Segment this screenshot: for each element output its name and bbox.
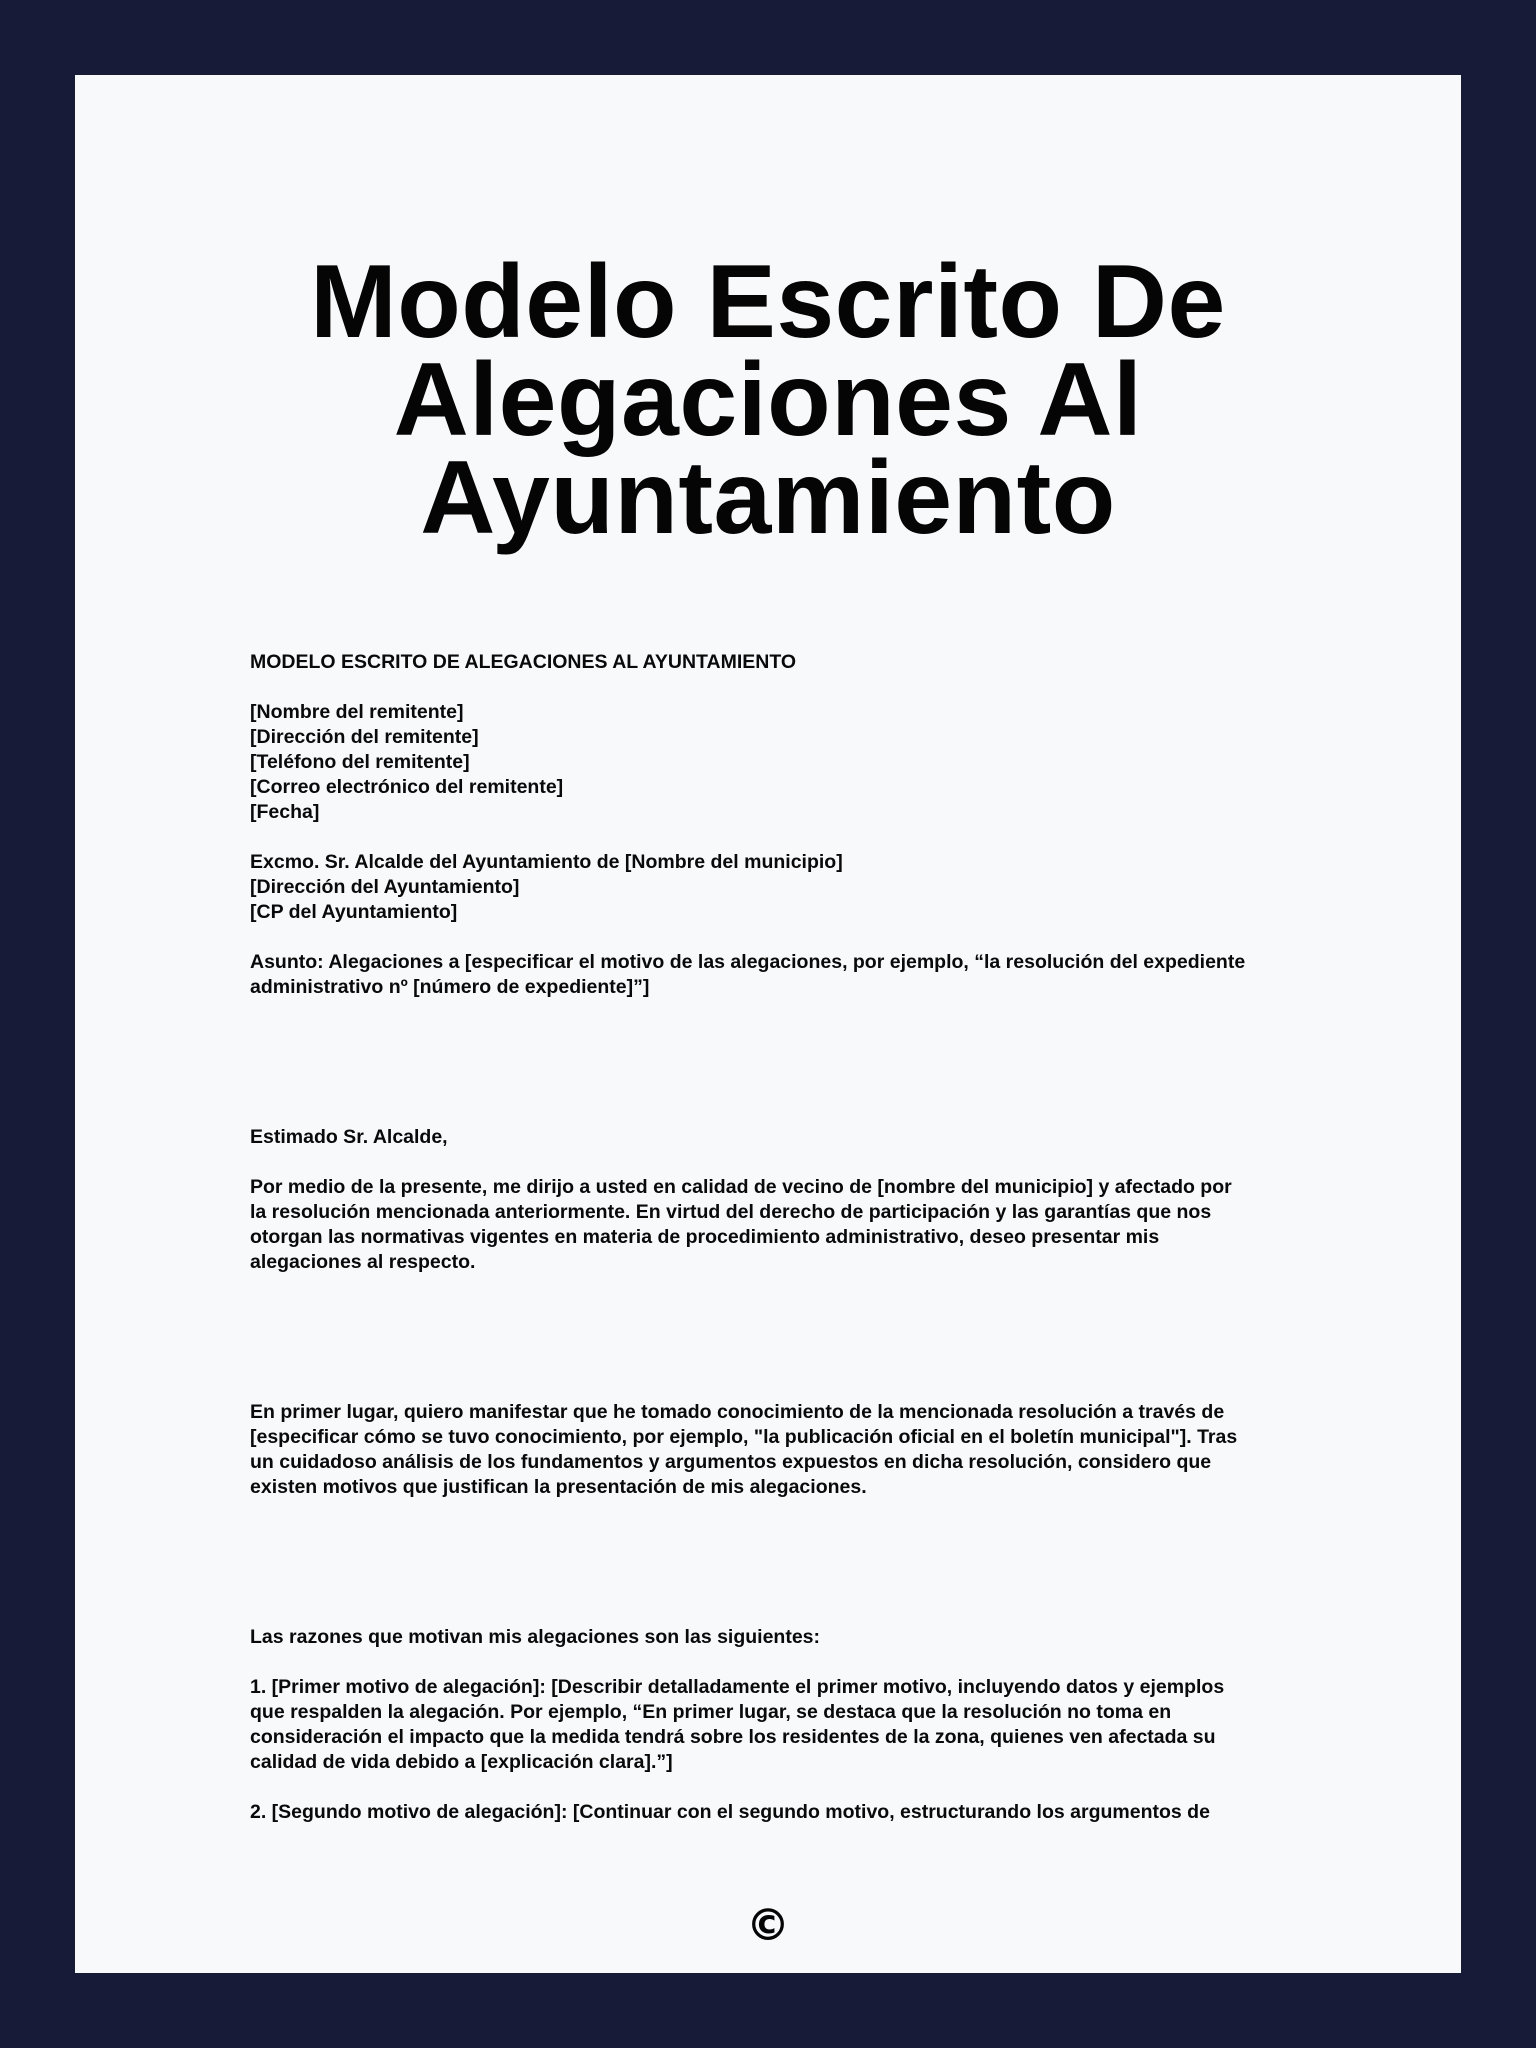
title-line: Alegaciones Al	[393, 342, 1143, 458]
sender-block	[250, 700, 1290, 825]
paragraph-line: existen motivos que justifican la presentación de mis alegaciones.	[250, 1476, 867, 1498]
recipient-postcode: [CP del Ayuntamiento]	[250, 901, 458, 923]
recipient-block	[250, 850, 1290, 925]
paragraph-line: un cuidadoso análisis de los fundamentos y argumentos expuestos en dicha resolución, considero que	[250, 1451, 1212, 1473]
paragraph-intro	[250, 1175, 1290, 1275]
subject-text-line: administrativo nº [número de expediente]”]	[250, 976, 650, 998]
document-title	[75, 244, 1461, 556]
paragraph-line: alegaciones al respecto.	[250, 1251, 476, 1273]
reason-item	[250, 1675, 1290, 1775]
recipient-address: [Dirección del Ayuntamiento]	[250, 876, 520, 898]
reason-line: que respalden la alegación. Por ejemplo, “En primer lugar, se destaca que la resolución no toma en	[250, 1701, 1172, 1723]
sender-date: [Fecha]	[250, 801, 320, 823]
reason-line: calidad de vida debido a [explicación clara].”]	[250, 1751, 673, 1773]
reason-line: consideración el impacto que la medida tendrá sobre los residentes de la zona, quienes ven afectada su	[250, 1726, 1216, 1748]
title-line: Ayuntamiento	[420, 440, 1116, 556]
document-page	[75, 75, 1461, 1973]
paragraph-line: En primer lugar, quiero manifestar que he tomado conocimiento de la mencionada resolución a través de	[250, 1401, 1225, 1423]
paragraph-knowledge	[250, 1400, 1290, 1500]
reason-line: 1. [Primer motivo de alegación]: [Describir detalladamente el primer motivo, incluyendo datos y ejemplos	[250, 1676, 1225, 1698]
paragraph-line: la resolución mencionada anteriormente. En virtud del derecho de participación y las garantías que nos	[250, 1201, 1212, 1223]
sender-email: [Correo electrónico del remitente]	[250, 776, 564, 798]
sender-phone: [Teléfono del remitente]	[250, 751, 470, 773]
sender-name: [Nombre del remitente]	[250, 701, 464, 723]
paragraph-line: Por medio de la presente, me dirijo a usted en calidad de vecino de [nombre del municipio] y afectado por	[250, 1176, 1232, 1198]
reasons-intro: Las razones que motivan mis alegaciones son las siguientes:	[250, 1626, 821, 1648]
title-line: Modelo Escrito De	[310, 244, 1226, 360]
copyright-icon: ©	[746, 1900, 790, 1951]
document-heading: MODELO ESCRITO DE ALEGACIONES AL AYUNTAMIENTO	[250, 651, 797, 673]
paragraph-line: otorgan las normativas vigentes en materia de procedimiento administrativo, deseo presentar mis	[250, 1226, 1160, 1248]
sender-address: [Dirección del remitente]	[250, 726, 479, 748]
document-body	[250, 650, 1290, 1825]
paragraph-line: [especificar cómo se tuvo conocimiento, por ejemplo, "la publicación oficial en el boletín municipal"]. Tras	[250, 1426, 1238, 1448]
greeting: Estimado Sr. Alcalde,	[250, 1126, 448, 1148]
reason-line: 2. [Segundo motivo de alegación]: [Continuar con el segundo motivo, estructurando los argumentos de	[250, 1801, 1210, 1823]
recipient-name: Excmo. Sr. Alcalde del Ayuntamiento de [Nombre del municipio]	[250, 851, 843, 873]
reason-item	[250, 1800, 1290, 1825]
subject-text-line: Asunto: Alegaciones a [especificar el motivo de las alegaciones, por ejemplo, “la resolución del expediente	[250, 951, 1246, 973]
subject-line	[250, 950, 1290, 1000]
